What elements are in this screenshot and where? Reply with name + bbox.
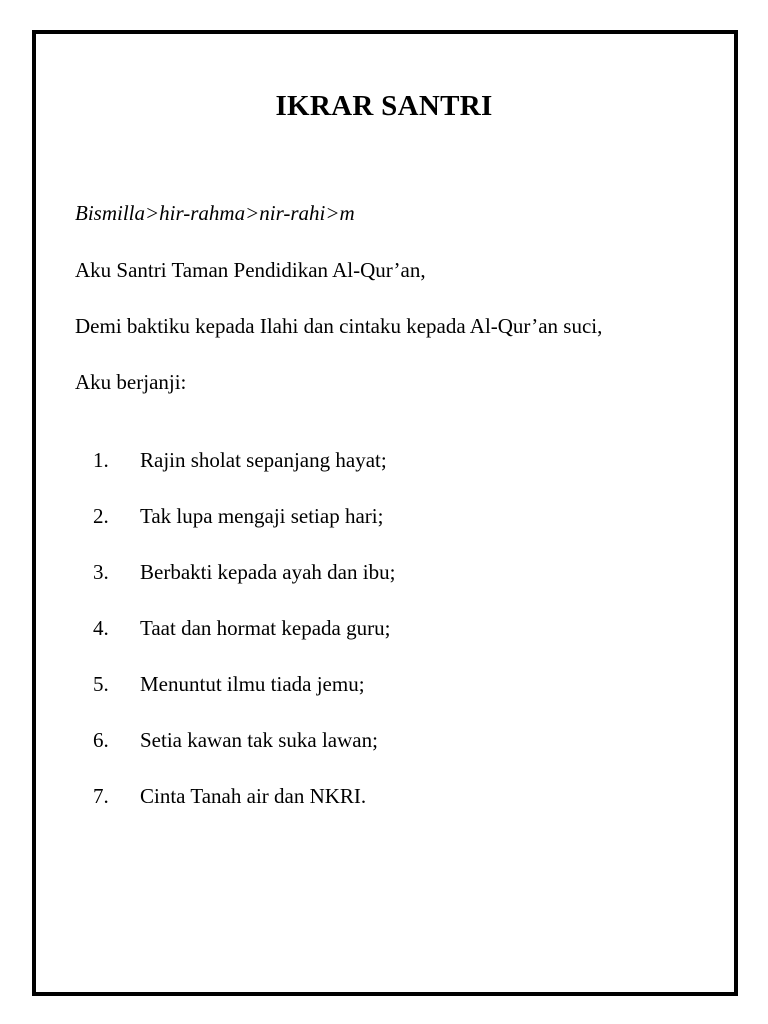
pledge-number: 3.: [93, 560, 109, 584]
pledge-number: 5.: [93, 672, 109, 696]
pledge-number: 4.: [93, 616, 109, 640]
pledge-text: Berbakti kepada ayah dan ibu;: [140, 560, 396, 584]
pledge-item: [0, 783, 768, 811]
pledge-number: 6.: [93, 728, 109, 752]
pledge-text: Rajin sholat sepanjang hayat;: [140, 448, 387, 472]
pledge-text: Taat dan hormat kepada guru;: [140, 616, 391, 640]
document-title: IKRAR SANTRI: [275, 90, 493, 122]
pledge-text: Setia kawan tak suka lawan;: [140, 728, 378, 752]
pledge-item: [0, 671, 768, 699]
pledge-text: Menuntut ilmu tiada jemu;: [140, 672, 365, 696]
pledge-number: 1.: [93, 448, 109, 472]
pledge-item: [0, 447, 768, 475]
pledge-text: Cinta Tanah air dan NKRI.: [140, 784, 367, 808]
intro-line-1: Aku Santri Taman Pendidikan Al-Qur’an,: [75, 258, 426, 282]
pledge-number: 2.: [93, 504, 109, 528]
basmala-line: Bismilla>hir-rahma>nir-rahi>m: [75, 201, 355, 225]
pledge-number: 7.: [93, 784, 109, 808]
pledge-item: [0, 503, 768, 531]
intro-line-2: Demi baktiku kepada Ilahi dan cintaku kepada Al-Qur’an suci,: [75, 314, 603, 338]
intro-line-3: Aku berjanji:: [75, 370, 187, 394]
pledge-item: [0, 615, 768, 643]
pledge-item: [0, 559, 768, 587]
pledge-text: Tak lupa mengaji setiap hari;: [140, 504, 384, 528]
pledge-item: [0, 727, 768, 755]
